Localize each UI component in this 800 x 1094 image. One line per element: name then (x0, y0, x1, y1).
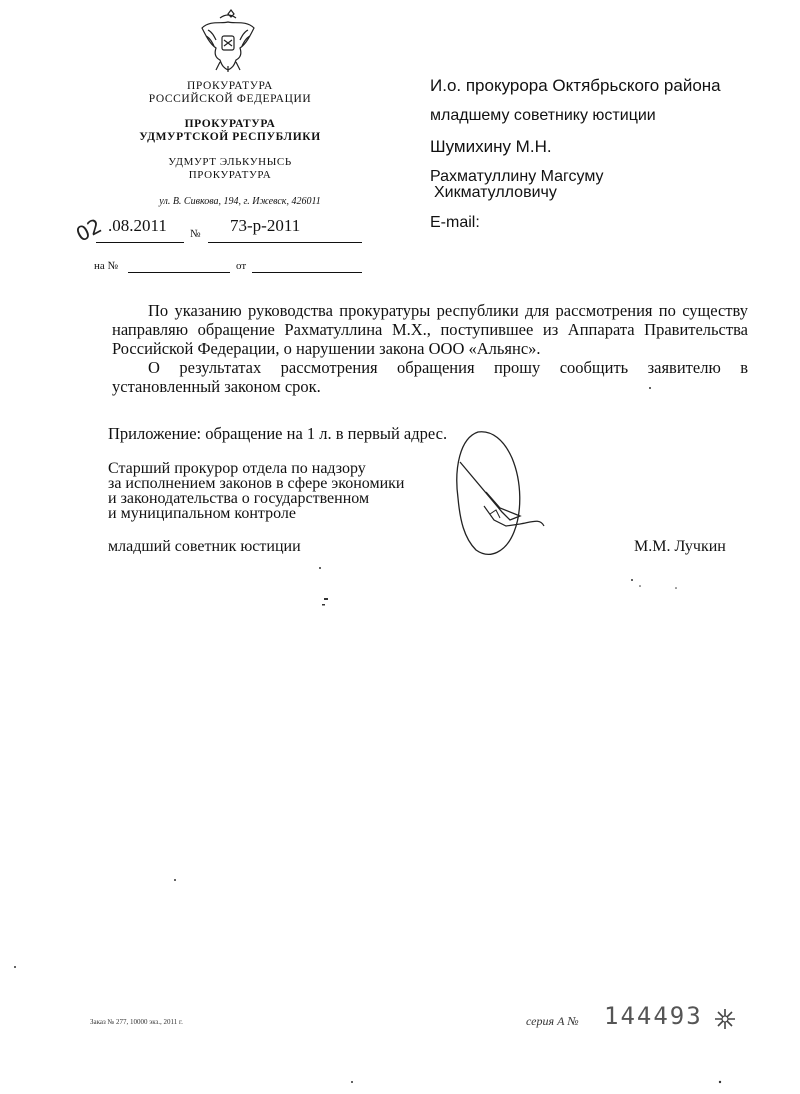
org-name (80, 80, 380, 106)
handwritten-signature (440, 428, 550, 568)
org-address: ул. В. Сивкова, 194, г. Ижевск, 426011 (159, 196, 321, 207)
print-order-note: Заказ № 277, 10000 экз., 2011 г. (90, 1018, 183, 1026)
coat-of-arms-icon (198, 8, 258, 74)
signer-title-line-3: и законодательства о государственном (108, 490, 370, 507)
signer-name: М.М. Лучкин (634, 538, 726, 555)
handwritten-day: 02 (71, 213, 106, 247)
attachment-note: Приложение: обращение на 1 л. в первый адрес. (108, 424, 448, 443)
signer-title-line-4: и муниципальном контроле (108, 505, 296, 522)
org-line-1: ПРОКУРАТУРА (187, 80, 273, 92)
udmurt-line-2: ПРОКУРАТУРА (188, 169, 272, 181)
date-field (96, 214, 184, 243)
ref-number-label: на № (94, 260, 119, 272)
recipient-line-5: Хикматулловичу (434, 184, 557, 201)
body-paragraph-2: О результатах рассмотрения обращения прошу сообщить заявителю в установленный законом срок. (112, 358, 748, 396)
recipient-line-2: младшему советнику юстиции (430, 107, 656, 124)
signer-title-line-2: за исполнением законов в сфере экономики (108, 475, 405, 492)
series-label: серия А № (526, 1014, 579, 1028)
date-value: .08.2011 (108, 216, 167, 235)
letter-body (112, 301, 748, 396)
number-field (208, 214, 362, 243)
ornament-icon (712, 1006, 738, 1032)
ref-number-line (128, 256, 230, 273)
signer-title-line-1: Старший прокурор отдела по надзору (108, 460, 366, 477)
series-number: 144493 (604, 1002, 703, 1030)
ref-from-line (252, 256, 362, 273)
number-value: 73-р-2011 (230, 216, 301, 235)
recipient-line-1: И.о. прокурора Октябрьского района (430, 76, 721, 95)
email-label: E-mail: (430, 214, 480, 231)
recipient-line-4: Рахматуллину Магсуму (430, 168, 604, 185)
number-sign: № (190, 228, 201, 240)
udmurt-org-name (80, 156, 380, 182)
sub-org-line-1: ПРОКУРАТУРА (184, 118, 276, 130)
sub-org-name (80, 118, 380, 144)
signer-rank: младший советник юстиции (108, 538, 301, 555)
ref-from-label: от (236, 260, 247, 272)
sub-org-line-2: УДМУРТСКОЙ РЕСПУБЛИКИ (139, 131, 321, 143)
udmurt-line-1: УДМУРТ ЭЛЬКУНЫСЬ (168, 156, 292, 168)
org-line-2: РОССИЙСКОЙ ФЕДЕРАЦИИ (148, 93, 312, 105)
body-paragraph-1: По указанию руководства прокуратуры республики для рассмотрения по существу направляю обращение Рахматуллина М.Х., поступившее из Аппарата Правительства Российской Федерации, о нарушении закона ООО «Альянс». (112, 301, 748, 358)
recipient-line-3: Шумихину М.Н. (430, 137, 552, 156)
signer-title (108, 461, 404, 521)
